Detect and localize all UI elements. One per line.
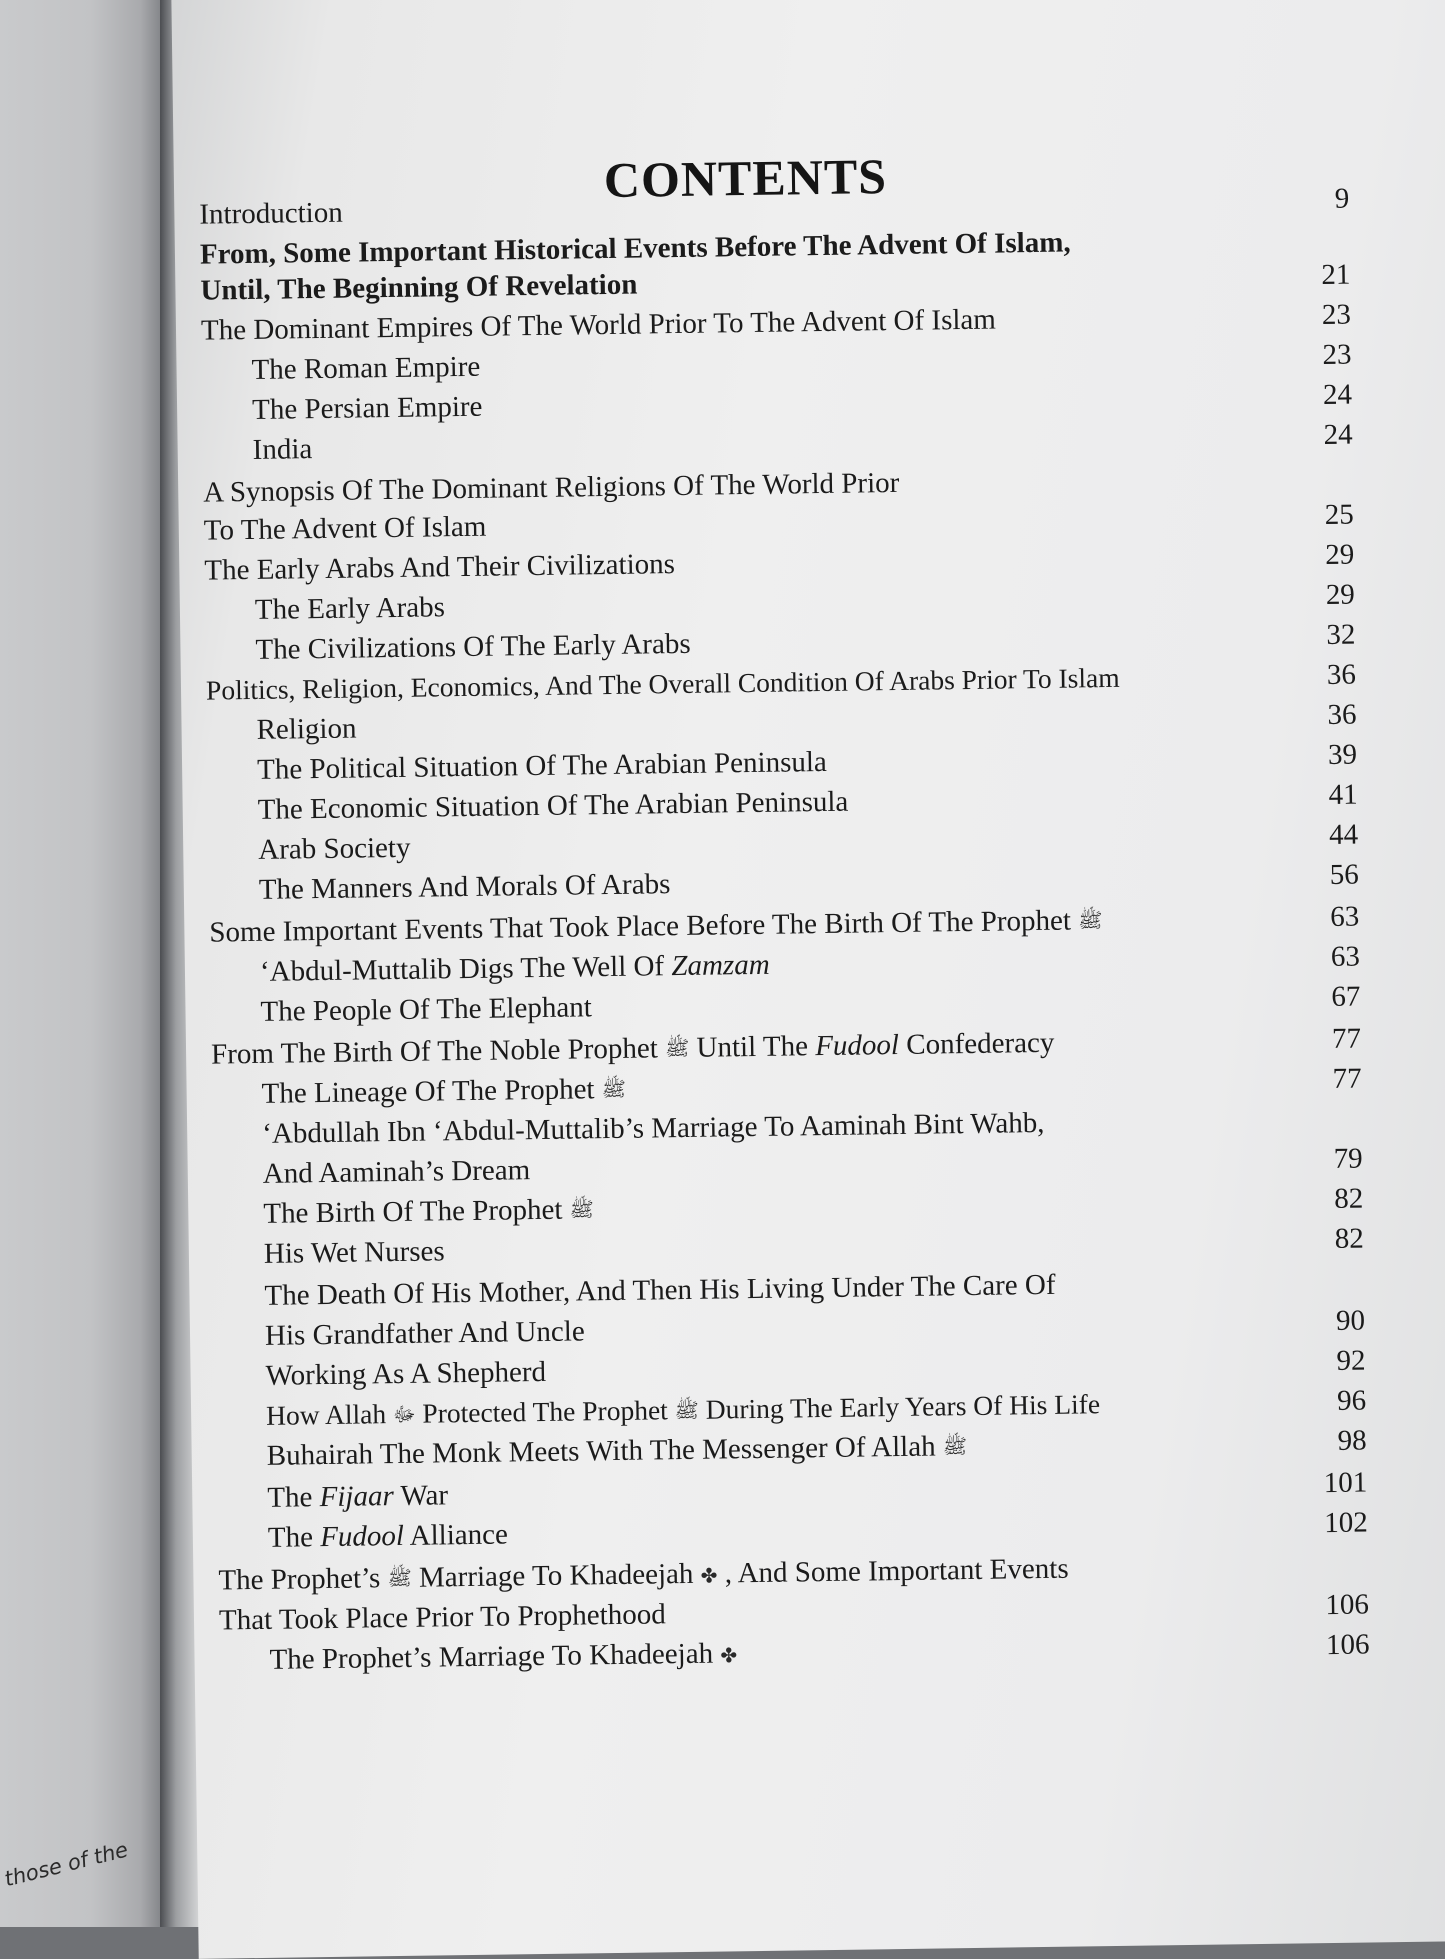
toc-entry-label: From The Birth Of The Noble Prophet <box>210 1032 659 1071</box>
pbuh-glyph: ﷺ <box>1078 909 1103 933</box>
toc-entry-page: 106 <box>1325 1628 1370 1662</box>
toc-entry-label: The Prophet’s <box>218 1562 381 1597</box>
toc-entry-label: That Took Place Prior To Prophethood <box>218 1598 666 1637</box>
toc-entry-page: 101 <box>1323 1466 1368 1500</box>
toc-entry-tail: Alliance <box>409 1518 509 1552</box>
toc-entry-label: The Political Situation Of The Arabian Peninsula <box>256 745 828 786</box>
contents-page <box>171 0 1445 1959</box>
toc-entry-page: 41 <box>1328 778 1358 811</box>
toc-entry-italic: Fijaar <box>319 1480 394 1514</box>
toc-entry-label: The Prophet’s Marriage To Khadeejah <box>269 1637 714 1676</box>
toc-entry-label: Religion <box>256 712 357 746</box>
toc-entry-page: 56 <box>1329 858 1359 891</box>
toc-entry-label: The Lineage Of The Prophet <box>261 1073 595 1110</box>
toc-entry-label: His Wet Nurses <box>263 1235 445 1270</box>
pbuh-glyph: ﷺ <box>569 1199 594 1222</box>
toc-entry-page: 23 <box>1322 338 1352 371</box>
toc-entry-tail: War <box>400 1479 449 1512</box>
toc-entry-label: To The Advent Of Islam <box>203 510 487 547</box>
toc-entry-page: 25 <box>1324 498 1354 531</box>
toc-entry-label: Arab Society <box>258 831 411 866</box>
toc-entry-mid: Protected The Prophet <box>422 1394 669 1429</box>
toc-entry-label: The Economic Situation Of The Arabian Peninsula <box>257 785 849 826</box>
toc-entry-label: The Birth Of The Prophet <box>263 1193 563 1230</box>
toc-entry-page: 23 <box>1321 298 1352 331</box>
toc-entry-label: The Persian Empire <box>251 390 483 426</box>
toc-entry-page: 77 <box>1331 1022 1362 1055</box>
toc-entry-label: Some Important Events That Took Place Before The Birth Of The Prophet <box>209 904 1072 949</box>
toc-entry-label: His Grandfather And Uncle <box>264 1315 585 1352</box>
toc-entry-label: And Aaminah’s Dream <box>262 1154 531 1190</box>
toc-entry-label: The Manners And Morals Of Arabs <box>258 868 671 906</box>
toc-entry-page: 67 <box>1331 980 1361 1013</box>
toc-entry-page: 102 <box>1324 1506 1368 1540</box>
toc-entry-page: 77 <box>1332 1062 1362 1095</box>
toc-entry-label: From, Some Important Historical Events Before The Advent Of Islam, <box>199 226 1071 271</box>
toc-entry-page: 96 <box>1336 1384 1367 1417</box>
toc-entry-page: 79 <box>1333 1142 1363 1175</box>
toc-entry-page: 82 <box>1334 1222 1365 1255</box>
toc-entry-label: India <box>252 433 313 466</box>
toc-entry-page: 24 <box>1322 378 1353 411</box>
toc-entry-page: 82 <box>1334 1182 1364 1215</box>
pbuh-glyph: ﷺ <box>601 1078 627 1101</box>
toc-entry-page: 92 <box>1336 1344 1366 1377</box>
toc-entry-label: ‘Abdul-Muttalib Digs The Well Of <box>259 950 665 988</box>
toc-entry-page: 9 <box>1334 182 1350 215</box>
pbuh-glyph: ﷺ <box>387 1567 412 1591</box>
pbuh-glyph: ﷺ <box>664 1037 690 1061</box>
toc-entry-page: 39 <box>1327 738 1358 771</box>
toc-entry-page: 29 <box>1325 578 1356 611</box>
toc-entry-italic: Zamzam <box>671 948 770 983</box>
toc-entry-label: Until, The Beginning Of Revelation <box>200 268 638 307</box>
toc-entry-label: The <box>267 1481 313 1514</box>
toc-entry-italic: Fudool <box>814 1028 900 1063</box>
toc-entry-label: Working As A Shepherd <box>265 1355 547 1392</box>
allah-glyph: ﷻ <box>392 1403 416 1427</box>
toc-entry-page: 29 <box>1325 538 1355 571</box>
toc-entry-label: The Death Of His Mother, And Then His Living Under The Care Of <box>264 1268 1056 1312</box>
toc-entry-tail: Confederacy <box>906 1026 1055 1061</box>
toc-entry-label: A Synopsis Of The Dominant Religions Of The World Prior <box>203 466 900 509</box>
ra-glyph: ✤ <box>700 1565 718 1588</box>
pbuh-glyph: ﷺ <box>942 1435 968 1459</box>
toc-entry-mid: Until The <box>696 1030 809 1064</box>
toc-entry-label: ‘Abdullah Ibn ‘Abdul-Muttalib’s Marriage To Aaminah Bint Wahb, <box>262 1106 1045 1150</box>
toc-entry-tail: , And Some Important Events <box>724 1552 1069 1590</box>
pbuh-glyph: ﷺ <box>674 1399 700 1423</box>
toc-entry-page: 90 <box>1335 1304 1366 1337</box>
toc-entry-label: The Dominant Empires Of The World Prior To The Advent Of Islam <box>200 303 997 347</box>
toc-entry-page: 98 <box>1337 1424 1367 1457</box>
toc-entry-mid: Marriage To Khadeejah <box>418 1557 694 1594</box>
toc-entry-label: Buhairah The Monk Meets With The Messenger Of Allah <box>266 1430 936 1472</box>
toc-entry-italic: Fudool <box>319 1519 405 1554</box>
left-facing-page <box>0 0 165 1927</box>
toc-entry-label: The <box>267 1521 314 1554</box>
toc-entry-page: 24 <box>1323 418 1353 451</box>
toc-entry-label: The People Of The Elephant <box>260 991 592 1028</box>
toc-entry-page: 106 <box>1325 1588 1370 1622</box>
toc-entry-label: How Allah <box>265 1398 387 1431</box>
toc-entry-label: The Civilizations Of The Early Arabs <box>255 627 691 666</box>
toc-entry-label: Politics, Religion, Economics, And The Overall Condition Of Arabs Prior To Islam <box>205 661 1120 706</box>
toc-entry-label: The Roman Empire <box>251 350 481 386</box>
toc-entry-label: The Early Arabs And Their Civilizations <box>204 548 676 587</box>
toc-entry-page: 63 <box>1330 940 1361 973</box>
toc-entry-label: Introduction <box>199 196 343 231</box>
toc-entry-tail: During The Early Years Of His Life <box>705 1388 1101 1425</box>
toc-entry-page: 36 <box>1327 698 1357 731</box>
toc-entry-page: 36 <box>1326 658 1357 691</box>
page-title: CONTENTS <box>603 148 888 209</box>
toc-entry-page: 21 <box>1321 258 1351 292</box>
toc-entry-page: 32 <box>1326 618 1356 651</box>
toc-entry-page: 44 <box>1328 818 1359 851</box>
toc-entry-label: The Early Arabs <box>254 591 446 626</box>
left-page-text-snippet: those of the <box>2 1837 131 1892</box>
toc-entry-page: 63 <box>1330 900 1360 933</box>
ra-glyph: ✤ <box>720 1645 738 1668</box>
